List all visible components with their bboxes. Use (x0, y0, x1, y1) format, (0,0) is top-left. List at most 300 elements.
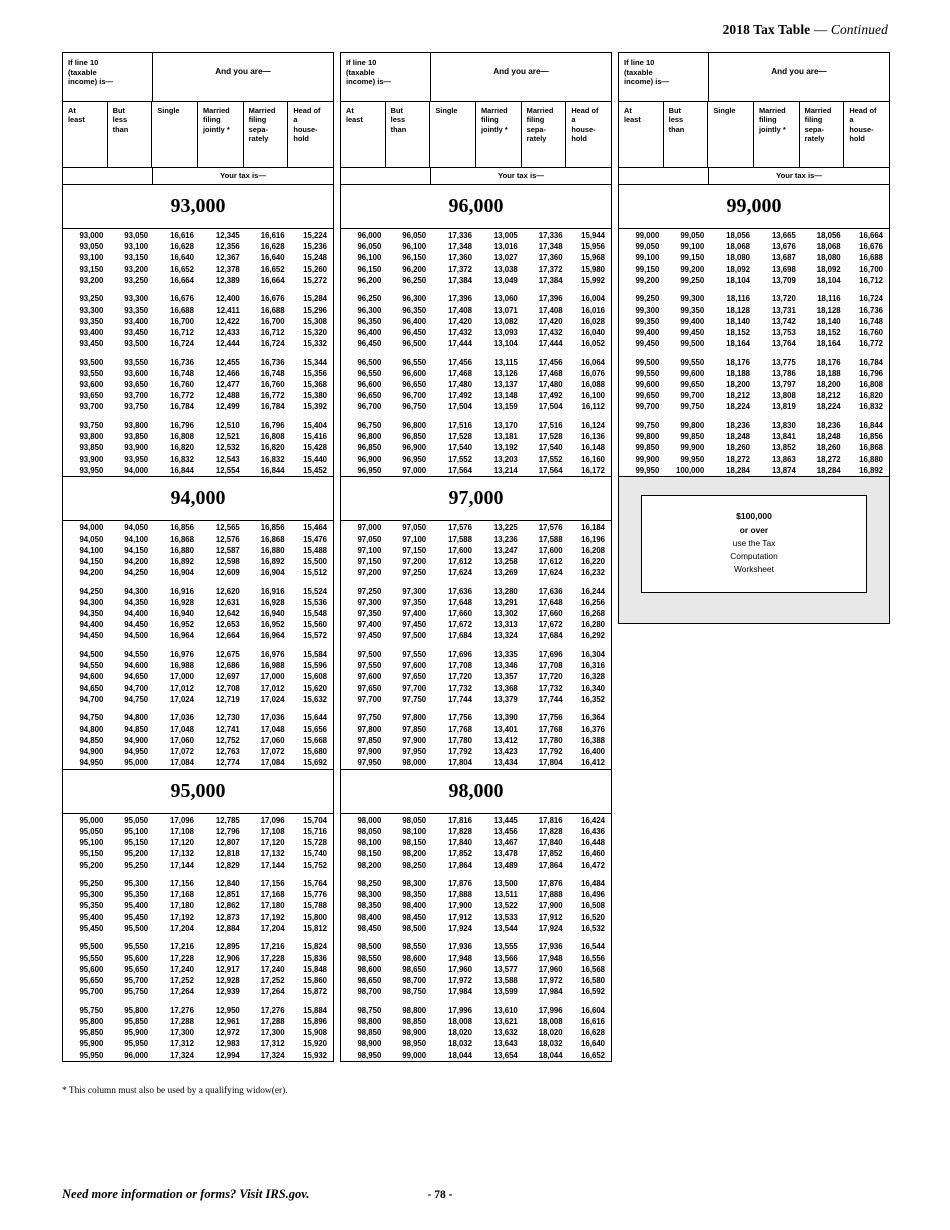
table-cell: 99,300 (680, 294, 705, 304)
col-head-single: Single (430, 102, 476, 167)
and-you-are-label: And you are— (493, 67, 549, 76)
table-cell: 18,056 (726, 231, 750, 240)
table-row (619, 419, 890, 432)
table-cell: 15,476 (303, 534, 327, 544)
table-cell: 12,345 (215, 231, 240, 240)
table-cell: 94,100 (79, 545, 104, 555)
table-cell: 16,280 (581, 620, 605, 630)
table-cell: 93,400 (124, 316, 149, 326)
table-cell: 99,850 (635, 443, 660, 453)
table-cell: 94,000 (124, 465, 149, 475)
table-cell: 17,516 (538, 421, 563, 431)
table-row (341, 264, 612, 275)
table-row (341, 953, 612, 964)
table-cell: 96,800 (357, 432, 382, 442)
table-cell: 16,736 (260, 357, 285, 367)
column-header-1 (62, 52, 334, 185)
table-row (63, 711, 334, 724)
table-cell: 13,577 (493, 964, 518, 974)
table-row (619, 443, 890, 454)
table-cell: 15,968 (581, 253, 605, 263)
table-cell: 93,650 (79, 391, 104, 401)
table-cell: 17,420 (538, 316, 563, 326)
table-cell: 17,996 (448, 1005, 472, 1015)
table-cell: 15,848 (303, 964, 327, 974)
table-cell: 12,389 (215, 275, 240, 285)
table-cell: 97,300 (357, 597, 382, 607)
table-cell: 16,976 (170, 650, 194, 660)
table-cell: 97,600 (357, 672, 382, 682)
thousand-band: 95,000 (62, 770, 334, 814)
table-row (63, 1050, 334, 1062)
table-cell: 97,000 (402, 465, 427, 475)
table-cell: 93,800 (79, 432, 104, 442)
table-cell: 13,720 (771, 294, 796, 304)
table-cell: 95,200 (79, 860, 104, 870)
table-cell: 94,450 (79, 631, 104, 641)
table-cell: 15,956 (581, 242, 605, 252)
col-head-married-filing-jointly: Married filing jointly * (198, 102, 244, 167)
table-cell: 16,436 (581, 826, 605, 836)
table-cell: 93,550 (79, 368, 104, 378)
table-cell: 15,680 (303, 746, 327, 756)
col-head-married-filing-jointly: Married filing jointly * (754, 102, 800, 167)
table-cell: 12,543 (215, 454, 240, 464)
table-cell: 18,188 (816, 368, 841, 378)
table-cell: 93,250 (79, 294, 104, 304)
table-cell: 17,768 (448, 724, 472, 734)
table-cell: 16,760 (859, 327, 883, 337)
table-cell: 95,300 (124, 879, 149, 889)
table-cell: 12,851 (215, 890, 240, 900)
table-cell: 17,696 (448, 650, 472, 660)
table-cell: 16,844 (170, 465, 194, 475)
table-cell: 16,952 (170, 620, 194, 630)
tax-bracket-table (618, 229, 890, 477)
table-cell: 12,939 (215, 987, 240, 997)
table-cell: 16,688 (859, 253, 883, 263)
table-cell: 17,552 (448, 454, 472, 464)
table-cell: 17,792 (538, 746, 563, 756)
table-cell: 17,540 (448, 443, 472, 453)
table-cell: 17,756 (448, 713, 472, 723)
table-cell: 16,652 (581, 1050, 605, 1060)
table-cell: 16,688 (170, 305, 194, 315)
table-cell: 16,760 (170, 380, 194, 390)
table-cell: 17,516 (448, 421, 472, 431)
table-row (341, 758, 612, 770)
note-line-5: Worksheet (734, 563, 774, 574)
table-cell: 16,460 (581, 849, 605, 859)
table-cell: 95,300 (79, 890, 104, 900)
table-cell: 16,928 (260, 597, 285, 607)
table-cell: 97,250 (357, 586, 382, 596)
table-cell: 16,496 (581, 890, 605, 900)
table-cell: 95,250 (124, 860, 149, 870)
table-cell: 16,808 (859, 380, 883, 390)
table-cell: 93,400 (79, 327, 104, 337)
table-cell: 13,588 (493, 976, 518, 985)
and-you-are-label: And you are— (771, 67, 827, 76)
table-cell: 17,996 (538, 1005, 563, 1015)
table-cell: 16,856 (170, 523, 194, 533)
table-cell: 15,740 (303, 849, 327, 859)
table-cell: 16,616 (581, 1016, 605, 1026)
table-cell: 13,060 (493, 294, 518, 304)
table-cell: 16,832 (170, 454, 194, 464)
table-cell: 18,260 (726, 443, 750, 453)
table-cell: 94,200 (79, 568, 104, 578)
table-cell: 97,150 (357, 556, 382, 566)
table-cell: 94,150 (124, 545, 149, 555)
table-cell: 15,464 (303, 523, 327, 533)
table-row (341, 849, 612, 860)
table-cell: 93,200 (124, 264, 149, 274)
table-cell: 16,880 (859, 454, 883, 464)
thousand-band: 96,000 (340, 185, 612, 229)
table-cell: 16,784 (260, 402, 285, 412)
table-cell: 12,499 (215, 402, 240, 412)
table-cell: 16,388 (581, 735, 605, 745)
tax-table-column-3 (618, 52, 890, 624)
table-cell: 99,250 (635, 294, 660, 304)
table-cell: 17,144 (260, 860, 285, 870)
table-cell: 17,948 (538, 953, 563, 963)
table-cell: 16,196 (581, 534, 605, 544)
table-row (341, 735, 612, 746)
table-row (63, 305, 334, 316)
table-cell: 99,600 (680, 368, 705, 378)
table-cell: 15,872 (303, 987, 327, 997)
table-cell: 99,150 (635, 264, 660, 274)
table-cell: 17,216 (260, 942, 285, 952)
table-cell: 15,632 (303, 694, 327, 704)
column-header-3 (618, 52, 890, 185)
table-cell: 16,748 (859, 316, 883, 326)
table-cell: 17,072 (170, 746, 194, 756)
table-cell: 16,052 (581, 339, 605, 349)
table-cell: 17,336 (538, 231, 563, 240)
table-cell: 16,736 (859, 305, 883, 315)
table-cell: 16,664 (859, 231, 883, 240)
table-cell: 16,784 (170, 402, 194, 412)
table-cell: 97,450 (357, 631, 382, 641)
table-cell: 96,700 (402, 391, 427, 401)
table-cell: 93,750 (79, 421, 104, 431)
table-cell: 12,862 (215, 901, 240, 911)
tax-bracket-table (340, 229, 612, 477)
table-cell: 17,468 (538, 368, 563, 378)
table-cell: 95,900 (79, 1039, 104, 1049)
table-cell: 17,624 (448, 568, 472, 578)
table-cell: 16,880 (260, 545, 285, 555)
table-cell: 94,350 (124, 597, 149, 607)
table-row (63, 746, 334, 757)
table-cell: 93,350 (79, 316, 104, 326)
table-cell: 93,100 (124, 242, 149, 252)
table-cell: 18,068 (816, 242, 841, 252)
table-row (341, 391, 612, 402)
table-cell: 99,400 (680, 316, 705, 326)
table-cell: 99,500 (680, 339, 705, 349)
table-cell: 99,200 (635, 275, 660, 285)
table-cell: 13,269 (493, 568, 518, 578)
table-cell: 17,552 (538, 454, 563, 464)
table-cell: 16,148 (581, 443, 605, 453)
table-cell: 16,964 (260, 631, 285, 641)
table-cell: 16,244 (581, 586, 605, 596)
table-cell: 12,829 (215, 860, 240, 870)
table-cell: 96,100 (402, 242, 427, 252)
table-cell: 16,736 (170, 357, 194, 367)
table-cell: 15,284 (303, 294, 327, 304)
table-cell: 96,100 (357, 253, 382, 263)
table-cell: 16,616 (260, 231, 285, 240)
table-cell: 97,100 (402, 534, 427, 544)
table-cell: 12,653 (215, 620, 240, 630)
table-cell: 12,642 (215, 609, 240, 619)
table-cell: 94,250 (124, 568, 149, 578)
table-cell: 13,764 (771, 339, 796, 349)
table-cell: 17,300 (170, 1028, 194, 1038)
table-cell: 94,900 (79, 746, 104, 756)
table-row (63, 521, 334, 534)
table-cell: 17,264 (260, 987, 285, 997)
table-cell: 17,636 (538, 586, 563, 596)
table-cell: 17,288 (170, 1016, 194, 1026)
table-cell: 93,300 (124, 294, 149, 304)
table-cell: 93,150 (124, 253, 149, 263)
table-cell: 94,200 (124, 556, 149, 566)
table-cell: 15,896 (303, 1016, 327, 1026)
table-cell: 17,372 (448, 264, 472, 274)
table-cell: 94,850 (79, 735, 104, 745)
table-cell: 16,856 (260, 523, 285, 533)
table-cell: 96,250 (357, 294, 382, 304)
table-row (63, 339, 334, 350)
table-cell: 16,688 (260, 305, 285, 315)
table-cell: 97,350 (402, 597, 427, 607)
table-cell: 93,200 (79, 275, 104, 285)
table-cell: 16,772 (859, 339, 883, 349)
table-cell: 99,900 (680, 443, 705, 453)
col-head-but-less-than: But less than (108, 102, 153, 167)
table-cell: 98,300 (357, 890, 382, 900)
table-cell: 15,404 (303, 421, 327, 431)
table-cell: 13,775 (771, 357, 796, 367)
table-cell: 98,700 (402, 976, 427, 985)
table-cell: 18,044 (448, 1050, 472, 1060)
table-cell: 17,924 (448, 923, 472, 933)
table-cell: 15,596 (303, 661, 327, 671)
table-row (619, 402, 890, 413)
table-row (341, 912, 612, 923)
table-cell: 98,200 (357, 860, 382, 870)
table-cell: 95,500 (79, 942, 104, 952)
table-cell: 99,100 (680, 242, 705, 252)
table-cell: 17,168 (260, 890, 285, 900)
table-cell: 17,636 (448, 586, 472, 596)
table-cell: 17,168 (170, 890, 194, 900)
note-or-over: or over (739, 524, 769, 535)
page-number: - 78 - (427, 1189, 453, 1201)
table-cell: 93,500 (124, 339, 149, 349)
table-cell: 18,128 (816, 305, 841, 315)
table-cell: 12,400 (215, 294, 240, 304)
table-cell: 95,050 (124, 815, 149, 825)
table-cell: 94,300 (124, 586, 149, 596)
table-cell: 98,800 (402, 1005, 427, 1015)
table-row (341, 694, 612, 705)
table-cell: 95,100 (79, 838, 104, 848)
table-cell: 18,200 (726, 380, 750, 390)
table-cell: 16,664 (170, 275, 194, 285)
table-cell: 17,276 (260, 1005, 285, 1015)
tax-bracket-table (62, 229, 334, 477)
table-cell: 18,008 (538, 1016, 563, 1026)
table-cell: 17,816 (448, 815, 472, 825)
table-row (341, 860, 612, 871)
table-cell: 94,150 (79, 556, 104, 566)
table-cell: 16,916 (170, 586, 194, 596)
if-line-label: If line 10 (taxable income) is— (341, 53, 431, 101)
table-cell: 96,900 (357, 454, 382, 464)
table-cell: 94,500 (79, 650, 104, 660)
table-cell: 16,316 (581, 661, 605, 671)
table-cell: 13,126 (493, 368, 518, 378)
column-header-2 (340, 52, 612, 185)
table-cell: 98,400 (357, 912, 382, 922)
table-cell: 13,478 (493, 849, 518, 859)
your-tax-is-label: Your tax is— (498, 171, 544, 180)
table-cell: 12,763 (215, 746, 240, 756)
table-cell: 16,820 (260, 443, 285, 453)
table-cell: 17,696 (538, 650, 563, 660)
table-cell: 17,324 (260, 1050, 285, 1060)
table-cell: 13,170 (493, 421, 518, 431)
table-cell: 16,088 (581, 380, 605, 390)
table-cell: 17,144 (170, 860, 194, 870)
table-cell: 97,050 (357, 534, 382, 544)
table-cell: 13,401 (493, 724, 518, 734)
table-cell: 16,136 (581, 432, 605, 442)
table-cell: 15,980 (581, 264, 605, 274)
table-cell: 98,050 (402, 815, 427, 825)
table-cell: 95,350 (124, 890, 149, 900)
table-row (63, 964, 334, 975)
table-cell: 12,510 (215, 421, 240, 431)
table-cell: 17,576 (448, 523, 472, 533)
table-cell: 13,313 (493, 620, 518, 630)
table-cell: 12,686 (215, 661, 240, 671)
table-cell: 93,000 (79, 231, 104, 240)
table-cell: 16,844 (859, 421, 883, 431)
table-row (63, 368, 334, 379)
table-cell: 16,640 (581, 1039, 605, 1049)
table-cell: 16,412 (581, 758, 605, 768)
table-cell: 94,800 (124, 713, 149, 723)
table-cell: 95,050 (79, 826, 104, 836)
table-cell: 12,895 (215, 942, 240, 952)
footer-message: Need more information or forms? Visit IRS.gov. (62, 1187, 310, 1201)
table-cell: 17,228 (260, 953, 285, 963)
table-cell: 16,940 (260, 609, 285, 619)
table-cell: 99,650 (635, 391, 660, 401)
table-cell: 95,400 (79, 912, 104, 922)
table-cell: 98,900 (402, 1028, 427, 1038)
note-box (641, 495, 867, 592)
table-cell: 16,796 (859, 368, 883, 378)
table-cell: 13,819 (771, 402, 796, 412)
table-cell: 17,924 (538, 923, 563, 933)
table-cell: 17,192 (260, 912, 285, 922)
table-cell: 97,700 (402, 683, 427, 693)
table-cell: 93,100 (79, 253, 104, 263)
table-cell: 96,850 (402, 432, 427, 442)
table-cell: 17,900 (448, 901, 472, 911)
table-cell: 99,800 (680, 421, 705, 431)
table-cell: 16,604 (581, 1005, 605, 1015)
table-cell: 13,500 (493, 879, 518, 889)
table-row (63, 672, 334, 683)
table-cell: 18,020 (538, 1028, 563, 1038)
table-cell: 17,444 (538, 339, 563, 349)
table-cell: 18,224 (816, 402, 841, 412)
table-cell: 16,868 (260, 534, 285, 544)
table-cell: 17,480 (538, 380, 563, 390)
table-row (619, 275, 890, 286)
table-cell: 13,467 (493, 838, 518, 848)
table-cell: 16,652 (260, 264, 285, 274)
table-cell: 96,950 (402, 454, 427, 464)
table-cell: 17,588 (448, 534, 472, 544)
table-row (341, 964, 612, 975)
table-row (341, 609, 612, 620)
table-cell: 17,828 (538, 826, 563, 836)
table-cell: 97,100 (357, 545, 382, 555)
table-cell: 15,416 (303, 432, 327, 442)
table-cell: 15,560 (303, 620, 327, 630)
table-cell: 17,900 (538, 901, 563, 911)
table-cell: 95,700 (124, 976, 149, 985)
table-cell: 96,200 (402, 264, 427, 274)
table-cell: 95,550 (124, 942, 149, 952)
table-row (619, 432, 890, 443)
table-cell: 17,816 (538, 815, 563, 825)
table-cell: 13,599 (493, 987, 518, 997)
table-cell: 18,008 (448, 1016, 472, 1026)
table-cell: 13,533 (493, 912, 518, 922)
table-row (63, 609, 334, 620)
table-cell: 18,260 (816, 443, 841, 453)
table-cell: 17,048 (170, 724, 194, 734)
table-cell: 17,648 (538, 597, 563, 607)
table-row (619, 368, 890, 379)
table-cell: 17,672 (538, 620, 563, 630)
table-cell: 17,984 (538, 987, 563, 997)
table-cell: 93,950 (79, 465, 104, 475)
table-cell: 95,650 (124, 964, 149, 974)
table-row (341, 316, 612, 327)
table-cell: 16,160 (581, 454, 605, 464)
table-cell: 17,372 (538, 264, 563, 274)
table-cell: 13,423 (493, 746, 518, 756)
table-cell: 97,550 (402, 650, 427, 660)
table-cell: 97,000 (357, 523, 382, 533)
table-cell: 95,800 (79, 1016, 104, 1026)
table-cell: 96,050 (402, 231, 427, 240)
table-cell: 18,200 (816, 380, 841, 390)
